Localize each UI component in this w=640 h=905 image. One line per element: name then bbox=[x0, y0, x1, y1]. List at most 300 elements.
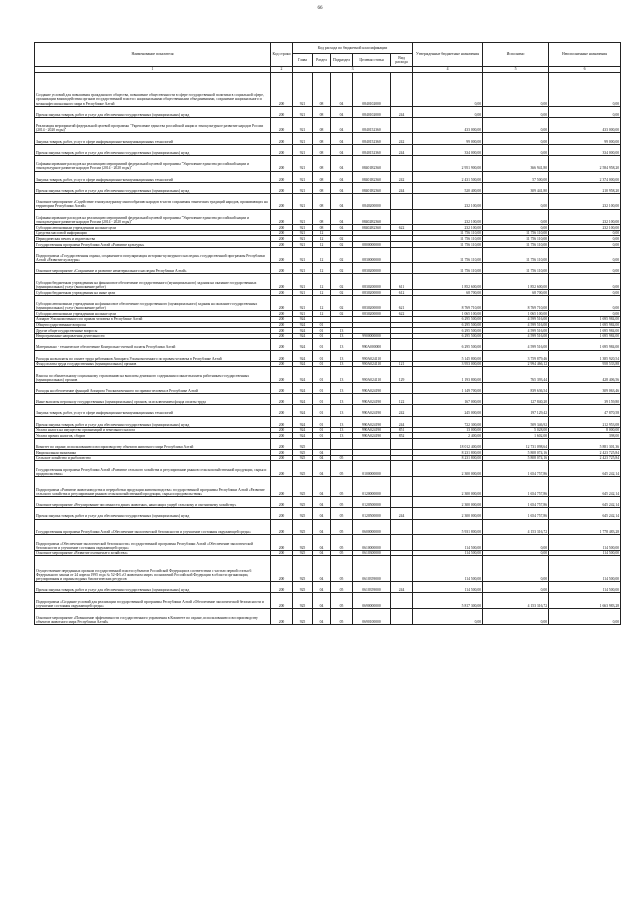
row-unexecuted: 210 958,20 bbox=[549, 182, 621, 193]
row-subsection: 13 bbox=[331, 339, 353, 350]
row-section: 12 bbox=[313, 230, 331, 236]
row-line-code: 200 bbox=[271, 416, 293, 427]
row-executed: 4 599 516,00 bbox=[483, 328, 549, 334]
row-section: 08 bbox=[313, 171, 331, 182]
row-subsection: 05 bbox=[331, 582, 353, 593]
row-executed: 0,00 bbox=[483, 133, 549, 144]
table-row bbox=[35, 508, 621, 519]
row-executed: 5 808 074,16 bbox=[483, 450, 549, 456]
row-section: 04 bbox=[313, 593, 331, 609]
row-target: 08401R2360 bbox=[353, 171, 391, 182]
row-name: Субсидии автономным учреждениям на иные цели bbox=[35, 225, 271, 231]
table-row bbox=[35, 394, 621, 405]
row-approved: 13 000,00 bbox=[413, 427, 483, 433]
row-chapter: 925 bbox=[293, 461, 313, 477]
row-chapter: 924 bbox=[293, 416, 313, 427]
row-expense-type bbox=[391, 155, 413, 171]
row-subsection: 13 bbox=[331, 328, 353, 334]
row-section: 08 bbox=[313, 73, 331, 107]
row-section: 04 bbox=[313, 497, 331, 508]
row-section: 01 bbox=[313, 394, 331, 405]
row-unexecuted: 958 533,88 bbox=[549, 361, 621, 367]
row-executed: 0,00 bbox=[483, 535, 549, 551]
row-executed: 4 599 516,00 bbox=[483, 316, 549, 322]
row-name: Прочая закупка товаров, работ и услуг для обеспечения государственных (муниципальных) нужд bbox=[35, 182, 271, 193]
row-name: Государственная программа Республики Алтай «Развитие культуры» bbox=[35, 242, 271, 248]
row-executed: 0,00 bbox=[483, 556, 549, 582]
row-line-code: 200 bbox=[271, 519, 293, 535]
row-section: 08 bbox=[313, 106, 331, 117]
row-name: Реализация мероприятий федеральной целевой программы "Укрепление единства российской нации и этнокультурное развитие народов России (2014 - 2020 годы)" bbox=[35, 117, 271, 133]
row-target: 08402R2360 bbox=[353, 209, 391, 225]
row-approved: 3 953 000,00 bbox=[413, 361, 483, 367]
row-subsection: 05 bbox=[331, 461, 353, 477]
table-body bbox=[35, 73, 621, 625]
row-expense-type: 242 bbox=[391, 133, 413, 144]
row-approved: 6 295 500,00 bbox=[413, 322, 483, 328]
row-line-code: 200 bbox=[271, 550, 293, 556]
row-expense-type: 244 bbox=[391, 416, 413, 427]
row-target: 0840102000 bbox=[353, 73, 391, 107]
row-unexecuted: 0,00 bbox=[549, 290, 621, 296]
row-target: 0830200000 bbox=[353, 290, 391, 296]
row-name: Аппарат Уполномоченного по правам человека в Республике Алтай bbox=[35, 316, 271, 322]
table-row bbox=[35, 182, 621, 193]
col-number: 1 bbox=[35, 67, 271, 73]
row-expense-type: 244 bbox=[391, 144, 413, 155]
row-expense-type bbox=[391, 609, 413, 625]
header-name: Наименование показателя bbox=[35, 43, 271, 67]
row-target: 0840102000 bbox=[353, 106, 391, 117]
row-name: Периодическая печать и издательства bbox=[35, 236, 271, 242]
row-approved: 5 817 300,00 bbox=[413, 593, 483, 609]
row-approved: 722 300,00 bbox=[413, 416, 483, 427]
row-subsection: 05 bbox=[331, 519, 353, 535]
row-target: 0830200000 bbox=[353, 311, 391, 317]
row-approved: 245 000,00 bbox=[413, 405, 483, 416]
row-executed: 4 599 516,00 bbox=[483, 322, 549, 328]
row-subsection: 13 bbox=[331, 394, 353, 405]
row-expense-type: 244 bbox=[391, 106, 413, 117]
row-chapter: 924 bbox=[293, 405, 313, 416]
row-expense-type: 611 bbox=[391, 274, 413, 290]
row-unexecuted: 1 663 983,28 bbox=[549, 593, 621, 609]
row-unexecuted: 99 000,00 bbox=[549, 133, 621, 144]
row-unexecuted: 232 100,00 bbox=[549, 209, 621, 225]
row-unexecuted: 114 500,00 bbox=[549, 556, 621, 582]
row-expense-type: 244 bbox=[391, 582, 413, 593]
row-line-code: 200 bbox=[271, 394, 293, 405]
row-line-code: 200 bbox=[271, 322, 293, 328]
row-executed: 509 346,92 bbox=[483, 416, 549, 427]
row-approved: 0,00 bbox=[413, 73, 483, 107]
row-chapter: 925 bbox=[293, 609, 313, 625]
row-name: Государственная программа Республики Алтай «Обеспечение экологической безопасности и улучшение состояния окружающей среды» bbox=[35, 519, 271, 535]
row-unexecuted: 47 870,58 bbox=[549, 405, 621, 416]
row-target: 0840152360 bbox=[353, 133, 391, 144]
row-target: 990A024190 bbox=[353, 394, 391, 405]
row-line-code: 200 bbox=[271, 225, 293, 231]
row-approved: 167 000,00 bbox=[413, 394, 483, 405]
row-name: Подпрограмма «Создание условий для реализации государственной программы Республики Алтай «Обеспечение экологической безопасности и улучшение состояния окружающей среды» bbox=[35, 593, 271, 609]
row-expense-type bbox=[391, 438, 413, 449]
row-approved: 1 149 700,00 bbox=[413, 383, 483, 394]
row-line-code: 200 bbox=[271, 133, 293, 144]
header-budget-class: Код расхода по бюджетной классификации bbox=[293, 43, 413, 54]
table-row bbox=[35, 461, 621, 477]
row-line-code: 200 bbox=[271, 593, 293, 609]
row-section: 12 bbox=[313, 311, 331, 317]
row-section: 04 bbox=[313, 508, 331, 519]
row-subsection: 04 bbox=[331, 117, 353, 133]
row-subsection: 13 bbox=[331, 350, 353, 361]
row-executed: 11 756 110,00 bbox=[483, 230, 549, 236]
row-unexecuted: 232 100,00 bbox=[549, 225, 621, 231]
row-target: 0830000000 bbox=[353, 247, 391, 263]
row-chapter: 924 bbox=[293, 361, 313, 367]
row-subsection bbox=[331, 438, 353, 449]
row-chapter: 924 bbox=[293, 339, 313, 350]
row-name: Другие общегосударственные вопросы bbox=[35, 328, 271, 334]
row-expense-type: 244 bbox=[391, 508, 413, 519]
table-row bbox=[35, 556, 621, 582]
row-approved: 11 756 110,00 bbox=[413, 247, 483, 263]
row-unexecuted: 0,00 bbox=[549, 242, 621, 248]
row-line-code: 200 bbox=[271, 333, 293, 339]
row-unexecuted: 0,00 bbox=[549, 274, 621, 290]
col-number: 6 bbox=[549, 67, 621, 73]
row-expense-type bbox=[391, 209, 413, 225]
row-chapter: 921 bbox=[293, 73, 313, 107]
row-executed: 4 153 316,72 bbox=[483, 519, 549, 535]
row-chapter: 924 bbox=[293, 427, 313, 433]
row-section: 01 bbox=[313, 322, 331, 328]
row-approved: 2 951 900,00 bbox=[413, 155, 483, 171]
row-subsection: 13 bbox=[331, 367, 353, 383]
row-section: 01 bbox=[313, 367, 331, 383]
row-chapter: 921 bbox=[293, 209, 313, 225]
row-approved: 1 852 600,00 bbox=[413, 274, 483, 290]
row-name: Софинансирование расходов на реализацию мероприятий федеральной целевой программы "Укрепление единства российской нации и этнокультурное развитие народов России (2014 - 2020 годы)" bbox=[35, 209, 271, 225]
row-approved: 5 145 800,00 bbox=[413, 350, 483, 361]
row-section: 08 bbox=[313, 209, 331, 225]
row-subsection: 02 bbox=[331, 263, 353, 274]
row-chapter: 924 bbox=[293, 367, 313, 383]
row-unexecuted: 114 500,00 bbox=[549, 582, 621, 593]
row-subsection: 05 bbox=[331, 508, 353, 519]
row-name: Расходы на выплаты по оплате труда работников Аппарата Уполномоченного по правам человека в Республике Алтай bbox=[35, 350, 271, 361]
row-name: Расходы на обеспечение функций Аппарата Уполномоченного по правам человека в Республике Алтай bbox=[35, 383, 271, 394]
row-approved: 114 500,00 bbox=[413, 582, 483, 593]
row-subsection: 02 bbox=[331, 311, 353, 317]
row-chapter: 921 bbox=[293, 242, 313, 248]
row-unexecuted: 0,00 bbox=[549, 73, 621, 107]
row-subsection: 02 bbox=[331, 295, 353, 311]
row-line-code: 200 bbox=[271, 144, 293, 155]
row-chapter: 924 bbox=[293, 350, 313, 361]
row-approved: 11 756 110,00 bbox=[413, 230, 483, 236]
row-line-code: 200 bbox=[271, 247, 293, 263]
row-target: 0610300000 bbox=[353, 550, 391, 556]
row-subsection: 02 bbox=[331, 290, 353, 296]
row-line-code: 200 bbox=[271, 311, 293, 317]
row-line-code: 200 bbox=[271, 405, 293, 416]
row-executed: 5 028,00 bbox=[483, 427, 549, 433]
row-subsection: 04 bbox=[331, 182, 353, 193]
row-unexecuted: 433 000,00 bbox=[549, 117, 621, 133]
header-subsection: Подраздел bbox=[331, 54, 353, 67]
row-expense-type: 622 bbox=[391, 311, 413, 317]
row-chapter: 925 bbox=[293, 455, 313, 461]
row-line-code: 200 bbox=[271, 455, 293, 461]
row-approved: 232 100,00 bbox=[413, 209, 483, 225]
row-executed: 0,00 bbox=[483, 550, 549, 556]
row-chapter: 921 bbox=[293, 155, 313, 171]
table-row bbox=[35, 383, 621, 394]
table-row bbox=[35, 133, 621, 144]
row-target: 08402R2360 bbox=[353, 225, 391, 231]
row-unexecuted: 1 695 984,00 bbox=[549, 333, 621, 339]
row-section: 08 bbox=[313, 182, 331, 193]
row-line-code: 200 bbox=[271, 182, 293, 193]
row-name: Создание условий для повышения гражданского общества, повышение общественности в сфере государственной политики в социальной сфере, организации взаимодействия органов государственной власти с национальными общественными объединениями, сохранение национального и межконфессионального мира в Республике Алтай bbox=[35, 73, 271, 107]
row-section: 04 bbox=[313, 519, 331, 535]
table-row bbox=[35, 263, 621, 274]
row-subsection: 05 bbox=[331, 455, 353, 461]
row-approved: 2 400,00 bbox=[413, 433, 483, 439]
row-expense-type: 129 bbox=[391, 367, 413, 383]
row-line-code: 200 bbox=[271, 230, 293, 236]
row-subsection: 13 bbox=[331, 405, 353, 416]
table-row bbox=[35, 497, 621, 508]
row-section: 12 bbox=[313, 290, 331, 296]
row-target: 9900000000 bbox=[353, 333, 391, 339]
row-approved: 8 769 710,00 bbox=[413, 295, 483, 311]
row-chapter: 924 bbox=[293, 316, 313, 322]
row-line-code: 200 bbox=[271, 73, 293, 107]
row-executed: 11 756 110,00 bbox=[483, 247, 549, 263]
row-name: Субсидии бюджетным учреждениям на иные цели bbox=[35, 290, 271, 296]
row-approved: 8 231 800,00 bbox=[413, 455, 483, 461]
row-subsection: 04 bbox=[331, 155, 353, 171]
row-chapter: 921 bbox=[293, 274, 313, 290]
row-executed: 0,00 bbox=[483, 117, 549, 133]
row-line-code: 200 bbox=[271, 508, 293, 519]
row-target: 0100000000 bbox=[353, 461, 391, 477]
row-unexecuted: 114 500,00 bbox=[549, 550, 621, 556]
row-executed: 4 599 516,00 bbox=[483, 339, 549, 350]
row-section: 12 bbox=[313, 242, 331, 248]
row-expense-type bbox=[391, 350, 413, 361]
page-number: 66 bbox=[317, 6, 323, 11]
row-expense-type bbox=[391, 117, 413, 133]
row-executed: 1 654 757,86 bbox=[483, 497, 549, 508]
row-name: Прочая закупка товаров, работ и услуг для обеспечения государственных (муниципальных) нужд bbox=[35, 144, 271, 155]
row-section: 04 bbox=[313, 461, 331, 477]
row-expense-type: 242 bbox=[391, 405, 413, 416]
row-line-code: 200 bbox=[271, 328, 293, 334]
table-row bbox=[35, 405, 621, 416]
header-executed: Исполнено bbox=[483, 43, 549, 67]
row-executed: 68 700,00 bbox=[483, 290, 549, 296]
row-executed: 11 756 110,00 bbox=[483, 263, 549, 274]
row-target: 0690100000 bbox=[353, 609, 391, 625]
row-executed: 1 654 757,86 bbox=[483, 476, 549, 496]
row-expense-type: 242 bbox=[391, 171, 413, 182]
row-approved: 99 000,00 bbox=[413, 133, 483, 144]
col-number: 4 bbox=[413, 67, 483, 73]
row-chapter: 921 bbox=[293, 182, 313, 193]
row-subsection: 13 bbox=[331, 433, 353, 439]
row-subsection: 05 bbox=[331, 476, 353, 496]
row-target: 0120500000 bbox=[353, 508, 391, 519]
header-section: Раздел bbox=[313, 54, 331, 67]
row-unexecuted: 0,00 bbox=[549, 247, 621, 263]
row-executed: 197 129,42 bbox=[483, 405, 549, 416]
header-target: Целевая статья bbox=[353, 54, 391, 67]
row-subsection: 13 bbox=[331, 383, 353, 394]
row-name: Подпрограмма «Обеспечение экологической безопасности» государственной программы Республики Алтай «Обеспечение экологической безопасности и улучшение состояния окружающей среды» bbox=[35, 535, 271, 551]
row-subsection: 13 bbox=[331, 361, 353, 367]
row-approved: 114 500,00 bbox=[413, 556, 483, 582]
row-line-code: 200 bbox=[271, 427, 293, 433]
row-section: 01 bbox=[313, 333, 331, 339]
col-number: 3 bbox=[293, 67, 413, 73]
row-expense-type bbox=[391, 383, 413, 394]
row-approved: 6 295 500,00 bbox=[413, 316, 483, 322]
row-unexecuted: 645 242,14 bbox=[549, 476, 621, 496]
row-subsection: 04 bbox=[331, 193, 353, 209]
row-chapter: 924 bbox=[293, 328, 313, 334]
row-target: 08401R2360 bbox=[353, 182, 391, 193]
row-subsection: 02 bbox=[331, 242, 353, 248]
row-chapter: 925 bbox=[293, 550, 313, 556]
row-section: 04 bbox=[313, 582, 331, 593]
table-row bbox=[35, 609, 621, 625]
row-approved: 2 300 000,00 bbox=[413, 476, 483, 496]
table-row bbox=[35, 582, 621, 593]
row-target: 990A024110 bbox=[353, 367, 391, 383]
row-approved: 18 012 400,00 bbox=[413, 438, 483, 449]
row-name: Прочая закупка товаров, работ и услуг для обеспечения государственных (муниципальных) нужд bbox=[35, 508, 271, 519]
row-approved: 0,00 bbox=[413, 609, 483, 625]
row-subsection: 05 bbox=[331, 550, 353, 556]
row-subsection: 05 bbox=[331, 593, 353, 609]
row-section: 01 bbox=[313, 416, 331, 427]
row-approved: 2 300 000,00 bbox=[413, 497, 483, 508]
table-row bbox=[35, 476, 621, 496]
row-chapter: 925 bbox=[293, 535, 313, 551]
row-name: Осуществление переданных органам государственной власти субъектов Российской Федерации в соответствии с частью первой статьи 6 Федерального закона от 24 апреля 1995 года № 52-ФЗ «О животном мире» полномочий Российской Федерации в области организации, регулирования и охраны водных биологических ресурсов bbox=[35, 556, 271, 582]
row-unexecuted: 645 242,14 bbox=[549, 461, 621, 477]
row-executed: 0,00 bbox=[483, 73, 549, 107]
row-chapter: 921 bbox=[293, 236, 313, 242]
table-row bbox=[35, 209, 621, 225]
row-approved: 6 295 500,00 bbox=[413, 339, 483, 350]
row-unexecuted: 1 695 984,00 bbox=[549, 328, 621, 334]
row-executed: 765 393,44 bbox=[483, 367, 549, 383]
row-target: 0610000000 bbox=[353, 535, 391, 551]
row-line-code: 200 bbox=[271, 350, 293, 361]
row-subsection: 05 bbox=[331, 497, 353, 508]
table-row bbox=[35, 73, 621, 107]
row-chapter: 921 bbox=[293, 263, 313, 274]
table-row bbox=[35, 295, 621, 311]
row-section: 01 bbox=[313, 350, 331, 361]
row-unexecuted: 1 385 920,54 bbox=[549, 350, 621, 361]
row-section: 01 bbox=[313, 383, 331, 394]
header-unexecuted: Неисполненные назначения bbox=[549, 43, 621, 67]
row-approved: 6 295 500,00 bbox=[413, 333, 483, 339]
row-name: Субсидии бюджетным учреждениям на финансовое обеспечение государственного (муниципального) задания на оказание государственных (муниципальных) услуг (выполнение работ) bbox=[35, 274, 271, 290]
row-executed: 1 852 600,00 bbox=[483, 274, 549, 290]
row-section: 04 bbox=[313, 609, 331, 625]
row-unexecuted: 1 695 984,00 bbox=[549, 316, 621, 322]
row-approved: 2 300 000,00 bbox=[413, 508, 483, 519]
row-approved: 11 756 110,00 bbox=[413, 242, 483, 248]
row-section: 01 bbox=[313, 405, 331, 416]
row-approved: 1 193 800,00 bbox=[413, 367, 483, 383]
row-name: Софинансирование расходов на реализацию мероприятий федеральной целевой программы "Укрепление единства российской нации и этнокультурное развитие народов России (2014 - 2020 годы)" bbox=[35, 155, 271, 171]
row-name: Общегосударственные вопросы bbox=[35, 322, 271, 328]
row-section: 12 bbox=[313, 236, 331, 242]
row-executed: 0,00 bbox=[483, 582, 549, 593]
row-unexecuted: 2 423 725,84 bbox=[549, 450, 621, 456]
row-target: 990A024190 bbox=[353, 383, 391, 394]
row-section: 01 bbox=[313, 433, 331, 439]
row-name: Основное мероприятие «Содействие этнокультурному многообразию народов в части сохранения этнических традиций народов, проживающих на территории Республики Алтай» bbox=[35, 193, 271, 209]
row-executed: 4 153 316,72 bbox=[483, 593, 549, 609]
row-approved: 68 700,00 bbox=[413, 290, 483, 296]
row-line-code: 200 bbox=[271, 582, 293, 593]
row-unexecuted: 0,00 bbox=[549, 106, 621, 117]
row-target: 0120500000 bbox=[353, 497, 391, 508]
row-name: Прочая закупка товаров, работ и услуг для обеспечения государственных (муниципальных) нужд bbox=[35, 582, 271, 593]
row-section: 01 bbox=[313, 427, 331, 433]
row-chapter: 921 bbox=[293, 230, 313, 236]
row-target: 0840152360 bbox=[353, 117, 391, 133]
row-chapter: 925 bbox=[293, 476, 313, 496]
row-section: 08 bbox=[313, 155, 331, 171]
row-executed: 0,00 bbox=[483, 609, 549, 625]
row-approved: 1 065 100,00 bbox=[413, 311, 483, 317]
row-section: 01 bbox=[313, 328, 331, 334]
row-unexecuted: 398,00 bbox=[549, 433, 621, 439]
row-section: 08 bbox=[313, 117, 331, 133]
row-subsection: 02 bbox=[331, 247, 353, 263]
table-row bbox=[35, 519, 621, 535]
row-line-code: 200 bbox=[271, 461, 293, 477]
row-approved: 0,00 bbox=[413, 106, 483, 117]
row-approved: 114 500,00 bbox=[413, 550, 483, 556]
row-expense-type: 612 bbox=[391, 290, 413, 296]
row-name: Прочая закупка товаров, работ и услуг для обеспечения государственных (муниципальных) нужд bbox=[35, 106, 271, 117]
row-chapter: 921 bbox=[293, 171, 313, 182]
row-executed: 0,00 bbox=[483, 106, 549, 117]
row-target: 0610359000 bbox=[353, 582, 391, 593]
row-subsection: 04 bbox=[331, 171, 353, 182]
row-line-code: 200 bbox=[271, 263, 293, 274]
row-section: 01 bbox=[313, 339, 331, 350]
row-line-code: 200 bbox=[271, 438, 293, 449]
row-subsection: 04 bbox=[331, 209, 353, 225]
row-section: 04 bbox=[313, 455, 331, 461]
row-subsection: 13 bbox=[331, 427, 353, 433]
row-chapter: 921 bbox=[293, 247, 313, 263]
table-row bbox=[35, 144, 621, 155]
row-subsection: 04 bbox=[331, 133, 353, 144]
row-line-code: 200 bbox=[271, 295, 293, 311]
